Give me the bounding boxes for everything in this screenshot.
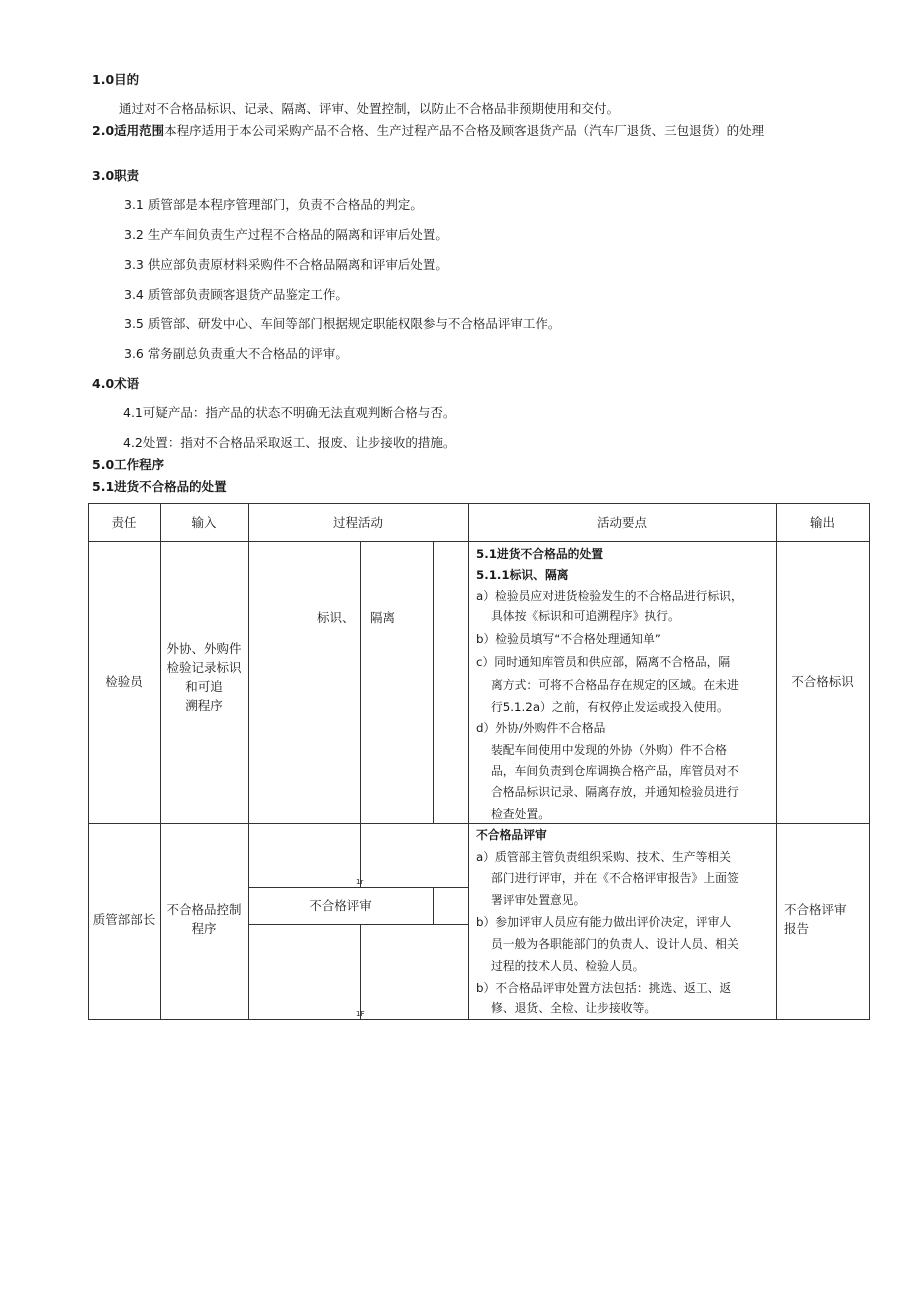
row1-process-isolate: 隔离 [370, 610, 396, 625]
responsibility-item: 3.2 生产车间负责生产过程不合格品的隔离和评审后处置。 [124, 227, 448, 242]
responsibility-item: 3.4 质管部负责顾客退货产品鉴定工作。 [124, 287, 348, 302]
section-2 [92, 123, 764, 139]
procedure-table: 责任 输入 过程活动 活动要点 输出 检验员 外协、外购件 检验记录标识 和可追 溯程序 标识、 隔离 5.1进货不合格品的处置 5.1.1标识、隔离 a）检验员应对进货检验发生的不合格品进行标识， 具体按《标识和可追溯程序》执行。 b）检验员填写“不合格处理通知单” c）同时通知库管员和供应部，隔离不合格品，隔 离方式：可将不合格品存在规定的区域。在未进 行5.1.2a）之前，有权停止发运或投入使用。 d）外协/外购件不合格品 装配车间使用中发现的外协（外购）件不合格 品，车间负责到仓库调换合格产品，库管员对不 合格品标识记录、隔离存放，并通知检验员进行 检查处置。 不合格标识 质管部部长 不合格品控制 程序 1r 不合格评审 1F 不合格品评审 a）质管部主管负责组织采购、技术、生产等相关 部门进行评审，并在《不合格评审报告》上面签 署评审处置意见。 b）参加评审人员应有能力做出评价决定，评审人 员一般为各职能部门的负责人、设计人员、相关 过程的技术人员、检验人员。 b）不合格品评审处置方法包括：挑选、返工、返 修、退货、全检、让步接收等。 不合格评审 报告 [88, 503, 870, 1020]
header-process: 过程活动 [332, 515, 383, 530]
section-5-heading: 5.0工作程序 [92, 457, 165, 472]
section-2-body: 本程序适用于本公司采购产品不合格、生产过程产品不合格及顾客退货产品（汽车厂退货、三包退货）的处理 [164, 123, 765, 138]
row1-output: 不合格标识 [791, 674, 854, 689]
responsibility-item: 3.1 质管部是本程序管理部门，负责不合格品的判定。 [124, 197, 423, 212]
row2-process-review: 不合格评审 [309, 898, 372, 913]
row2-flow-mark-bottom: 1F [356, 1010, 365, 1018]
row1-input: 外协、外购件 检验记录标识 和可追 溯程序 [166, 641, 242, 713]
header-points: 活动要点 [596, 515, 647, 530]
row2-flow-mark-top: 1r [356, 878, 364, 886]
section-4-heading: 4.0术语 [92, 376, 140, 391]
row2-output: 不合格评审 报告 [784, 902, 847, 936]
header-output: 输出 [809, 515, 835, 530]
row1-responsibility: 检验员 [105, 674, 143, 689]
term-item: 4.2处置：指对不合格品采取返工、报废、让步接收的措施。 [123, 435, 456, 450]
row2-responsibility: 质管部部长 [92, 912, 156, 927]
responsibility-item: 3.6 常务副总负责重大不合格品的评审。 [124, 346, 348, 361]
header-input: 输入 [191, 515, 217, 530]
section-1-heading: 1.0目的 [92, 72, 140, 87]
term-item: 4.1可疑产品：指产品的状态不明确无法直观判断合格与否。 [123, 405, 456, 420]
row1-process-mark: 标识、 [317, 610, 355, 625]
responsibility-item: 3.3 供应部负责原材料采购件不合格品隔离和评审后处置。 [124, 257, 448, 272]
header-responsibility: 责任 [111, 515, 137, 530]
section-3-heading: 3.0职责 [92, 168, 140, 183]
section-1-body: 通过对不合格品标识、记录、隔离、评审、处置控制，以防止不合格品非预期使用和交付。 [119, 101, 620, 116]
section-5-1-heading: 5.1进货不合格品的处置 [92, 479, 227, 494]
section-2-heading: 2.0适用范围 [92, 123, 165, 138]
row2-input: 不合格品控制 程序 [166, 902, 242, 936]
responsibility-item: 3.5 质管部、研发中心、车间等部门根据规定职能权限参与不合格品评审工作。 [124, 316, 561, 331]
